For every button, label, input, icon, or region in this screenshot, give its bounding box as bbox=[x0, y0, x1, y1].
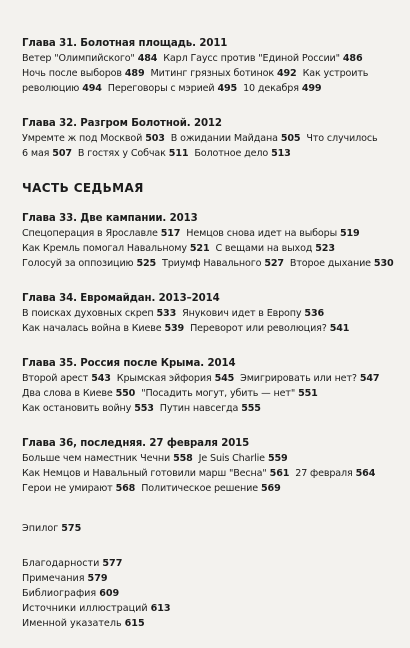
entry-page: 547 bbox=[359, 373, 380, 384]
toc-entry bbox=[295, 468, 375, 479]
toc-entry bbox=[240, 373, 379, 384]
entry-page: 523 bbox=[315, 243, 335, 254]
entry-title: Спецоперация в Ярославле bbox=[22, 228, 158, 239]
toc-entry bbox=[290, 258, 394, 269]
entry-page: 499 bbox=[301, 83, 322, 94]
chapters-before-part bbox=[22, 36, 398, 161]
entry-title: Голосуй за оппозицию bbox=[22, 258, 134, 269]
toc-entry bbox=[22, 453, 193, 464]
chapter-title: Глава 35. Россия после Крыма. 2014 bbox=[22, 358, 236, 369]
toc-entry bbox=[163, 53, 362, 64]
entry-title: Переговоры с мэрией bbox=[107, 83, 215, 94]
entry-title: Янукович идет в Европу bbox=[182, 308, 302, 319]
toc-entry bbox=[22, 83, 102, 94]
chapter-block bbox=[22, 211, 398, 271]
toc-line bbox=[22, 481, 398, 496]
toc-entry bbox=[22, 133, 165, 144]
toc-entry bbox=[22, 148, 72, 159]
entry-page: 555 bbox=[241, 403, 261, 414]
entry-page: 551 bbox=[298, 388, 318, 399]
chapter-title: Глава 31. Болотная площадь. 2011 bbox=[22, 38, 228, 49]
entry-page: 559 bbox=[267, 453, 288, 464]
chapter-title: Глава 33. Две кампании. 2013 bbox=[22, 213, 198, 224]
toc-line bbox=[22, 451, 398, 466]
epilog-page: 575 bbox=[61, 523, 82, 534]
toc-entry bbox=[303, 68, 369, 79]
entry-page: 519 bbox=[340, 228, 360, 239]
part-title: ЧАСТЬ СЕДЬМАЯ bbox=[22, 181, 144, 195]
backmatter-list bbox=[22, 556, 398, 631]
entry-title: Переворот или революция? bbox=[190, 323, 327, 334]
backmatter-title: Именной указатель bbox=[22, 618, 122, 629]
backmatter-item bbox=[22, 601, 398, 616]
toc-entry bbox=[22, 323, 184, 334]
entry-title: Второй арест bbox=[22, 373, 89, 384]
toc-entry bbox=[22, 68, 144, 79]
entry-title: Триумф Навального bbox=[162, 258, 262, 269]
toc-entry bbox=[108, 83, 237, 94]
toc-line bbox=[22, 256, 398, 271]
toc-entry bbox=[22, 308, 176, 319]
toc-line bbox=[22, 466, 398, 481]
toc-entry bbox=[22, 468, 289, 479]
entry-page: 564 bbox=[355, 468, 376, 479]
entry-page: 545 bbox=[214, 373, 235, 384]
entry-page: 517 bbox=[160, 228, 181, 239]
toc-line bbox=[22, 66, 398, 81]
toc-entry bbox=[78, 148, 189, 159]
entry-title: революцию bbox=[22, 83, 80, 94]
entry-title: Как Кремль помогал Навальному bbox=[22, 243, 187, 254]
entry-title: 6 мая bbox=[22, 148, 50, 159]
entry-title: Ночь после выборов bbox=[22, 68, 122, 79]
chapter-title: Глава 36, последняя. 27 февраля 2015 bbox=[22, 438, 250, 449]
toc-entry bbox=[22, 373, 111, 384]
entry-title: Что случилось bbox=[306, 133, 378, 144]
toc-line bbox=[22, 51, 398, 66]
backmatter-item bbox=[22, 586, 398, 601]
backmatter-page: 613 bbox=[150, 603, 171, 614]
toc-entry bbox=[306, 133, 377, 144]
entry-page: 561 bbox=[269, 468, 290, 479]
chapter-block bbox=[22, 436, 398, 496]
entry-title: Два слова в Киеве bbox=[22, 388, 113, 399]
entry-page: 492 bbox=[277, 68, 297, 79]
entry-title: Политическое решение bbox=[141, 483, 259, 494]
entry-title: Как устроить bbox=[302, 68, 369, 79]
entry-title: Немцов снова идет на выборы bbox=[186, 228, 337, 239]
entry-title: Ветер "Олимпийского" bbox=[22, 53, 135, 64]
entry-title: В гостях у Собчак bbox=[77, 148, 166, 159]
entry-page: 527 bbox=[264, 258, 284, 269]
entry-page: 550 bbox=[115, 388, 136, 399]
toc-entry bbox=[141, 483, 280, 494]
backmatter-item bbox=[22, 616, 398, 631]
toc-line bbox=[22, 371, 398, 386]
backmatter-page: 615 bbox=[124, 618, 145, 629]
toc-entry bbox=[22, 403, 154, 414]
entry-page: 530 bbox=[373, 258, 394, 269]
entry-page: 539 bbox=[164, 323, 185, 334]
chapter-block bbox=[22, 36, 398, 96]
epilog-label: Эпилог bbox=[22, 523, 59, 534]
toc-entry bbox=[182, 308, 324, 319]
toc-entry bbox=[215, 243, 334, 254]
chapter-block bbox=[22, 356, 398, 416]
toc-line bbox=[22, 81, 398, 96]
entry-title: Больше чем наместник Чечни bbox=[22, 453, 171, 464]
toc-entry bbox=[194, 148, 290, 159]
toc-entry bbox=[150, 68, 296, 79]
chapter-title: Глава 32. Разгром Болотной. 2012 bbox=[22, 118, 222, 129]
toc-line bbox=[22, 241, 398, 256]
entry-title: Как остановить войну bbox=[22, 403, 132, 414]
backmatter-page: 609 bbox=[99, 588, 120, 599]
toc-line bbox=[22, 401, 398, 416]
entry-title: Крымская эйфория bbox=[116, 373, 212, 384]
toc-entry bbox=[141, 388, 318, 399]
entry-title: Je Suis Charlie bbox=[198, 453, 265, 464]
toc-entry bbox=[22, 228, 180, 239]
entry-title: 27 февраля bbox=[295, 468, 353, 479]
toc-line bbox=[22, 386, 398, 401]
entry-page: 568 bbox=[115, 483, 136, 494]
epilog-entry bbox=[22, 516, 398, 536]
entry-title: Эмигрировать или нет? bbox=[240, 373, 357, 384]
entry-title: С вещами на выход bbox=[215, 243, 313, 254]
toc-entry bbox=[190, 323, 349, 334]
entry-page: 558 bbox=[173, 453, 193, 464]
toc-line bbox=[22, 226, 398, 241]
entry-page: 525 bbox=[136, 258, 157, 269]
entry-page: 507 bbox=[52, 148, 72, 159]
entry-page: 495 bbox=[217, 83, 238, 94]
toc-entry bbox=[22, 388, 135, 399]
toc-entry bbox=[22, 258, 156, 269]
table-of-contents bbox=[22, 36, 398, 631]
toc-entry bbox=[22, 53, 157, 64]
toc-line bbox=[22, 306, 398, 321]
entry-title: Путин навсегда bbox=[159, 403, 239, 414]
chapter-title: Глава 34. Евромайдан. 2013–2014 bbox=[22, 293, 220, 304]
entry-title: Как началась война в Киеве bbox=[22, 323, 162, 334]
entry-title: "Посадить могут, убить — нет" bbox=[141, 388, 296, 399]
entry-page: 511 bbox=[168, 148, 189, 159]
chapters-part-seven bbox=[22, 211, 398, 496]
entry-page: 553 bbox=[134, 403, 154, 414]
chapter-block bbox=[22, 116, 398, 161]
entry-title: В ожидании Майдана bbox=[170, 133, 278, 144]
toc-entry bbox=[22, 243, 209, 254]
entry-page: 541 bbox=[329, 323, 350, 334]
backmatter-title: Примечания bbox=[22, 573, 85, 584]
entry-title: Митинг грязных ботинок bbox=[150, 68, 274, 79]
entry-title: Умремте ж под Москвой bbox=[22, 133, 143, 144]
toc-entry bbox=[199, 453, 288, 464]
entry-page: 505 bbox=[280, 133, 301, 144]
toc-entry bbox=[160, 403, 261, 414]
entry-page: 503 bbox=[145, 133, 165, 144]
backmatter-title: Источники иллюстраций bbox=[22, 603, 148, 614]
entry-title: Второе дыхание bbox=[289, 258, 371, 269]
backmatter-page: 579 bbox=[87, 573, 108, 584]
entry-title: В поисках духовных скреп bbox=[22, 308, 154, 319]
toc-entry bbox=[162, 258, 284, 269]
entry-page: 536 bbox=[304, 308, 324, 319]
entry-page: 569 bbox=[261, 483, 281, 494]
toc-entry bbox=[243, 83, 321, 94]
entry-title: Карл Гаусс против "Единой России" bbox=[163, 53, 340, 64]
entry-page: 513 bbox=[271, 148, 291, 159]
toc-line bbox=[22, 146, 398, 161]
chapter-block bbox=[22, 291, 398, 336]
backmatter-item bbox=[22, 556, 398, 571]
toc-line bbox=[22, 321, 398, 336]
entry-title: Как Немцов и Навальный готовили марш "Весна" bbox=[22, 468, 267, 479]
entry-page: 494 bbox=[82, 83, 102, 94]
entry-page: 486 bbox=[342, 53, 363, 64]
toc-entry bbox=[186, 228, 359, 239]
backmatter-item bbox=[22, 571, 398, 586]
entry-page: 543 bbox=[91, 373, 111, 384]
entry-title: Болотное дело bbox=[194, 148, 269, 159]
backmatter-title: Благодарности bbox=[22, 558, 100, 569]
toc-entry bbox=[117, 373, 234, 384]
entry-page: 489 bbox=[124, 68, 145, 79]
toc-entry bbox=[171, 133, 301, 144]
toc-line bbox=[22, 131, 398, 146]
entry-page: 521 bbox=[189, 243, 210, 254]
backmatter-page: 577 bbox=[102, 558, 123, 569]
entry-page: 533 bbox=[156, 308, 177, 319]
entry-title: Герои не умирают bbox=[22, 483, 113, 494]
toc-entry bbox=[22, 483, 135, 494]
backmatter-title: Библиография bbox=[22, 588, 97, 599]
entry-title: 10 декабря bbox=[243, 83, 299, 94]
entry-page: 484 bbox=[137, 53, 158, 64]
